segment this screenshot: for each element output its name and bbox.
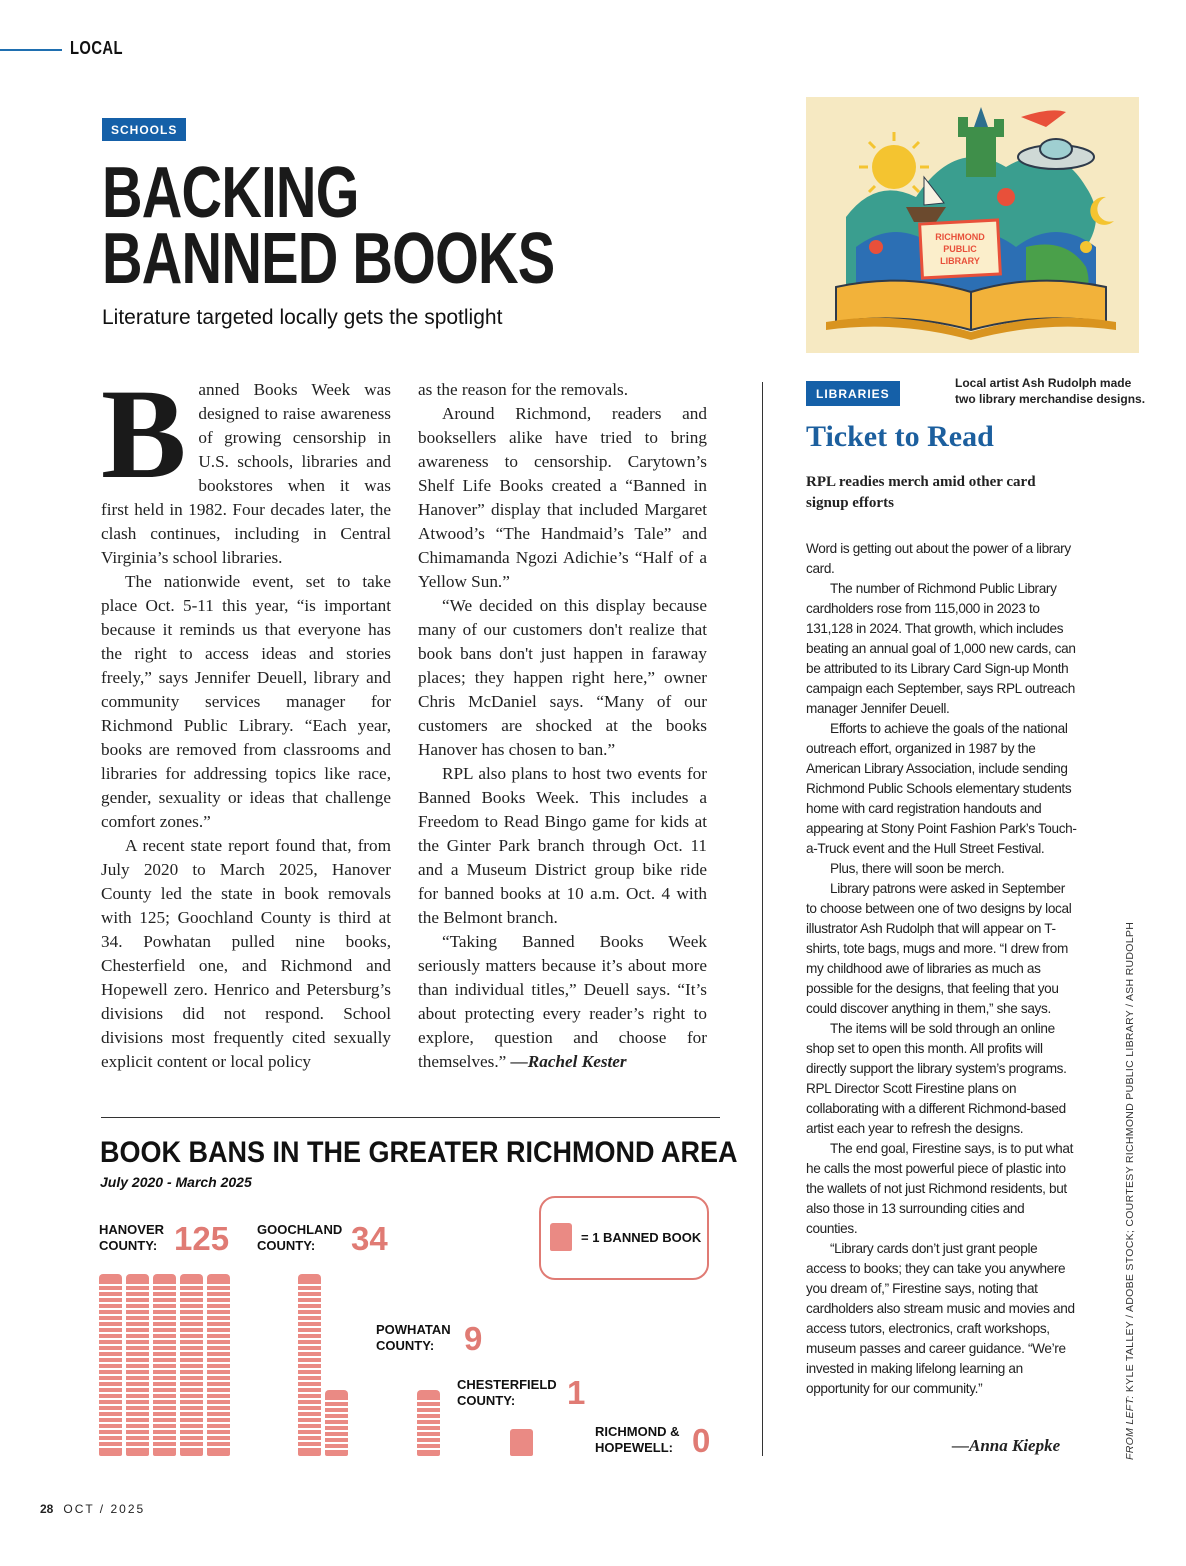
folio <box>40 1502 145 1516</box>
paragraph: A recent state report found that, from July 2020 to March 2025, Hanover County led the state in book removals with 125; Goochland County is third at 34. Powhatan pulled nine books, Chesterfield one, and Richmond and Hopewell zero. Henrico and Petersburg’s divisions did not respond. School divisions most frequently cited sexually explicit content or local policy <box>101 836 391 1071</box>
sidebar-title: Ticket to Read <box>806 420 994 453</box>
stack-base <box>126 1450 149 1456</box>
book-stack-goochland <box>325 1390 348 1456</box>
stack-pages <box>298 1286 321 1450</box>
label-hanover <box>99 1222 164 1254</box>
count-chesterfield: 1 <box>567 1374 586 1411</box>
paragraph: The items will be sold through an online shop set to open this month. All profits will directly support the library system’s programs. RPL Director Scott Firestine plans on collaborating with a different Richmond-based artist each year to refresh the designs. <box>806 1021 1067 1136</box>
county-name: RICHMOND & <box>595 1424 680 1439</box>
schools-kicker: SCHOOLS <box>102 118 186 141</box>
book-stack-hanover <box>180 1274 203 1456</box>
paragraph <box>418 930 707 1074</box>
sidebar-deck: RPL readies merch amid other card signup efforts <box>806 474 1036 511</box>
book-stack-hanover <box>99 1274 122 1456</box>
paragraph: The number of Richmond Public Library cardholders rose from 115,000 in 2023 to 131,128 in 2024. That growth, which includes beating an annual goal of 1,000 new cards, can be attributed to its Library Card Sign-up Month campaign each September, says RPL outreach manager Jennifer Deuell. <box>806 581 1076 716</box>
paragraph: The end goal, Firestine says, is to put what he calls the most powerful piece of plastic into the wallets of not just Richmond residents, but also those in 13 surrounding cities and counties. <box>806 1141 1074 1236</box>
paragraph: “We decided on this display because many of our customers don't realize that book bans don't just happen in faraway places; they happen right here,” owner Chris McDaniel says. “Many of our customers are shocked at the books Hanover has chosen to ban.” <box>418 596 707 759</box>
book-stack-hanover <box>153 1274 176 1456</box>
sign-line-3: LIBRARY <box>940 256 980 266</box>
county-name: POWHATAN <box>376 1322 451 1337</box>
county-suffix: HOPEWELL: <box>595 1440 673 1455</box>
sidebar-body <box>806 539 1078 1399</box>
paragraph: Library patrons were asked in September to choose between one of two designs by local illustrator Ash Rudolph that will appear on T-shirts, tote bags, mugs and more. “I drew from my childhood awe of libraries as much as possible for the designs, that feeling that you could discover anything in them,” she says. <box>806 881 1072 1016</box>
stack-top <box>126 1274 149 1284</box>
infographic-title: BOOK BANS IN THE GREATER RICHMOND AREA <box>100 1136 738 1169</box>
page-number: 28 <box>40 1502 54 1516</box>
paragraph: “Library cards don’t just grant people access to books; they can take you anywhere you dream of,” Firestine says, noting that cardholders also stream music and movies and access tutors, electronics, craft workshops, museum passes and career guidance. “We’re invested in making lifelong learning an opportunity for our community.” <box>806 1241 1075 1396</box>
libraries-kicker: LIBRARIES <box>806 381 900 406</box>
stack-top <box>153 1274 176 1284</box>
book-stack-hanover <box>207 1274 230 1456</box>
paragraph-text: “Taking Banned Books Week seriously matters because it’s about more than individual titles,” Deuell says. “It’s about protecting every reader’s right to explore, question and choose for themselves.” <box>418 932 707 1071</box>
drop-cap: B <box>101 363 187 505</box>
stack-base <box>153 1450 176 1456</box>
county-suffix: COUNTY: <box>99 1238 158 1253</box>
stack-top <box>207 1274 230 1284</box>
section-label: LOCAL <box>70 38 123 58</box>
art-svg <box>806 97 1139 353</box>
article-deck: Literature targeted locally gets the spotlight <box>102 306 503 329</box>
label-chesterfield <box>457 1377 557 1409</box>
legend-text: = 1 BANNED BOOK <box>581 1230 702 1245</box>
county-name: CHESTERFIELD <box>457 1377 557 1392</box>
count-hanover: 125 <box>174 1220 230 1257</box>
sign-line-2: PUBLIC <box>943 244 977 254</box>
count-powhatan: 9 <box>464 1320 483 1357</box>
label-goochland <box>257 1222 342 1254</box>
legend-book-icon <box>550 1223 572 1251</box>
headline-line-1: BACKING <box>102 153 359 233</box>
stack-base <box>99 1450 122 1456</box>
sign-line-1: RICHMOND <box>935 232 985 242</box>
stack-pages <box>325 1402 348 1450</box>
sidebar-byline: —Anna Kiepke <box>952 1436 1061 1455</box>
article-column-1 <box>101 363 391 1074</box>
stack-pages <box>99 1286 122 1450</box>
column-divider <box>762 382 763 1456</box>
paragraph: The nationwide event, set to take place Oct. 5-11 this year, “is important because it reminds us that everyone has the right to access ideas and stories freely,” says Jennifer Deuell, library and community services manager for Richmond Public Library. “Each year, books are removed from classrooms and libraries for addressing topics like race, gender, sexuality or ideas that challenge comfort zones.” <box>101 572 391 831</box>
stack-pages <box>417 1402 440 1450</box>
article-byline: —Rachel Kester <box>510 1052 627 1071</box>
count-richmond-hopewell: 0 <box>692 1422 711 1459</box>
section-divider <box>101 1117 720 1118</box>
paragraph: as the reason for the removals. <box>418 380 628 399</box>
stack-top <box>99 1274 122 1284</box>
stack-top <box>180 1274 203 1284</box>
label-richmond-hopewell <box>595 1424 680 1456</box>
paragraph: Word is getting out about the power of a library card. <box>806 541 1071 576</box>
count-goochland: 34 <box>351 1220 388 1257</box>
county-suffix: COUNTY: <box>457 1393 516 1408</box>
stack-top <box>417 1390 440 1400</box>
county-name: GOOCHLAND <box>257 1222 343 1237</box>
library-card-sign <box>920 220 1001 278</box>
book-mark-chesterfield <box>510 1429 533 1456</box>
county-name: HANOVER <box>99 1222 165 1237</box>
county-suffix: COUNTY: <box>376 1338 435 1353</box>
book-stack-goochland <box>298 1274 321 1456</box>
label-powhatan <box>376 1322 451 1354</box>
stack-base <box>325 1450 348 1456</box>
stack-pages <box>180 1286 203 1450</box>
book-stack-hanover <box>126 1274 149 1456</box>
ufo-icon <box>1018 139 1094 169</box>
paragraph: Around Richmond, readers and booksellers alike have tried to bring awareness to censorship. Carytown’s Shelf Life Books created a “Banned in Hanover” display that included Margaret Atwood’s “The Handmaid’s Tale” and Chimamanda Ngozi Adichie’s “Half of a Yellow Sun.” <box>418 404 707 591</box>
stack-pages <box>153 1286 176 1450</box>
stack-pages <box>126 1286 149 1450</box>
stack-base <box>298 1450 321 1456</box>
paragraph: Plus, there will soon be merch. <box>830 861 1005 876</box>
infographic-subtitle: July 2020 - March 2025 <box>100 1174 252 1190</box>
photo-credit <box>1124 922 1136 1460</box>
credit-text: KYLE TALLEY / ADOBE STOCK; COURTESY RICHMOND PUBLIC LIBRARY / ASH RUDOLPH <box>1124 921 1136 1396</box>
library-art-illustration <box>806 97 1139 353</box>
paragraph: RPL also plans to host two events for Banned Books Week. This includes a Freedom to Read Bingo game for kids at the Ginter Park branch through Oct. 11 and a Museum District group bike ride for banned books at 10 a.m. Oct. 4 with the Belmont branch. <box>418 764 707 927</box>
art-caption: Local artist Ash Rudolph made two library merchandise designs. <box>955 376 1146 406</box>
issue-date: OCT / 2025 <box>63 1502 146 1516</box>
headline <box>102 153 601 299</box>
stack-base <box>180 1450 203 1456</box>
stack-pages <box>207 1286 230 1450</box>
paragraph: anned Books Week was designed to raise awareness of growing censorship in U.S. schools, libraries and bookstores when it was first held in 1982. Four decades later, the clash continues, including in Central Virginia’s school libraries. <box>101 380 391 567</box>
stack-top <box>325 1390 348 1400</box>
header-rule <box>0 49 62 51</box>
article-column-2 <box>418 378 707 1074</box>
paragraph: Efforts to achieve the goals of the national outreach effort, organized in 1987 by the American Library Association, include sending Richmond Public Schools elementary students home with card registration handouts and appearing at Stony Point Fashion Park’s Touch-a-Truck event and the Hull Street Festival. <box>806 721 1077 856</box>
stack-base <box>207 1450 230 1456</box>
stack-base <box>417 1450 440 1456</box>
county-suffix: COUNTY: <box>257 1238 316 1253</box>
book-stack-powhatan <box>417 1390 440 1456</box>
headline-line-2: BANNED BOOKS <box>102 219 555 299</box>
stack-top <box>298 1274 321 1284</box>
credit-prefix: FROM LEFT: <box>1124 1395 1136 1460</box>
